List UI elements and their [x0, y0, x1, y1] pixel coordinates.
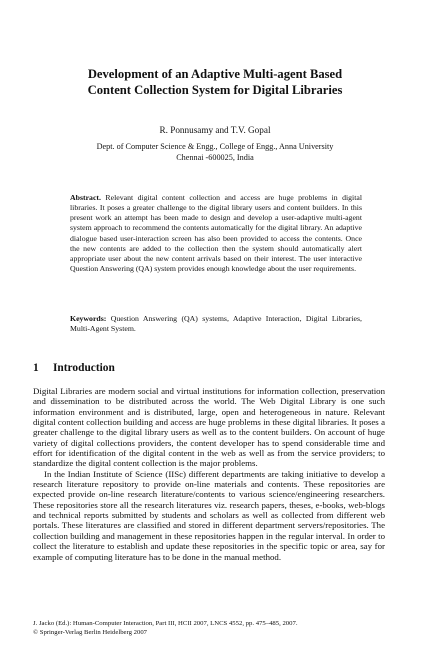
abstract-label: Abstract.: [70, 193, 101, 202]
paragraph-1: Digital Libraries are modern social and virtual institutions for information collection, preservation and dissemination to be distributed across the world. The Web Digital Library is one such information environment and is distributed, large, open and heterogeneous in nature. Relevant digital content collection building and access are huge problems in these digital libraries. It poses a greater challenge to the digital library users as well as to the content builders. On account of huge variety of digital collections providers, the content developer has to spend considerable time and effort for identification of the digital content in the web as well as from the service providers; to standardize the digital content collection is the major problems.: [33, 386, 385, 469]
title-line-2: Content Collection System for Digital Libraries: [87, 83, 343, 97]
paper-title: [40, 66, 390, 98]
affiliation-line-2: Chennai -600025, India: [176, 152, 254, 162]
footer: [33, 619, 393, 637]
footer-copyright: © Springer-Verlag Berlin Heidelberg 2007: [33, 629, 148, 636]
affiliation-line-1: Dept. of Computer Science & Engg., College of Engg., Anna University: [96, 142, 334, 151]
section-heading: [33, 361, 115, 375]
footer-citation: J. Jacko (Ed.): Human-Computer Interaction, Part III, HCII 2007, LNCS 4552, pp. 475–485, 2007.: [33, 620, 298, 627]
paragraph-2: In the Indian Institute of Science (IISc) different departments are taking initiative to develop a research literature repository to provide on-line materials and contents. These repositories are expected provide on-line research literature/contents to various science/engineering researchers. These repositories store all the research literatures viz. research papers, theses, e-books, web-blogs and technical reports submitted by students and scholars as well as collected from different web portals. These literatures are classified and stored in different department servers/repositories. The collection building and management in these repositories happen in the regular interval. In order to collect the literature to establish and update these repositories in the specific topic or area, say for example of computing literature has to be done in the manual method.: [33, 468, 385, 562]
body-text: [33, 386, 385, 562]
keywords: [70, 314, 362, 334]
abstract-text: Relevant digital content collection and access are huge problems in digital libraries. It poses a greater challenge to the digital library users and content builders. In this present work an attempt has been made to design and develop a user-adaptive multi-agent system approach to recommend the contents automatically for the digital library. An adaptive dialogue based user-interaction screen has also been provided to access the contents. Once the new contents are added to the collection then the system should automatically alert appropriate user about the new content arrivals based on their interest. The user interactive Question Answering (QA) system provides enough knowledge about the user requirements.: [70, 193, 363, 274]
title-line-1: Development of an Adaptive Multi-agent Based: [87, 67, 343, 81]
section-number: 1: [33, 362, 39, 374]
keywords-text: Question Answering (QA) systems, Adaptive Interaction, Digital Libraries, Multi-Agent System.: [70, 314, 362, 334]
affiliation: [40, 142, 390, 163]
abstract: [70, 193, 362, 274]
authors: R. Ponnusamy and T.V. Gopal: [159, 125, 271, 135]
keywords-label: Keywords:: [70, 314, 107, 323]
section-title: Introduction: [53, 362, 115, 374]
